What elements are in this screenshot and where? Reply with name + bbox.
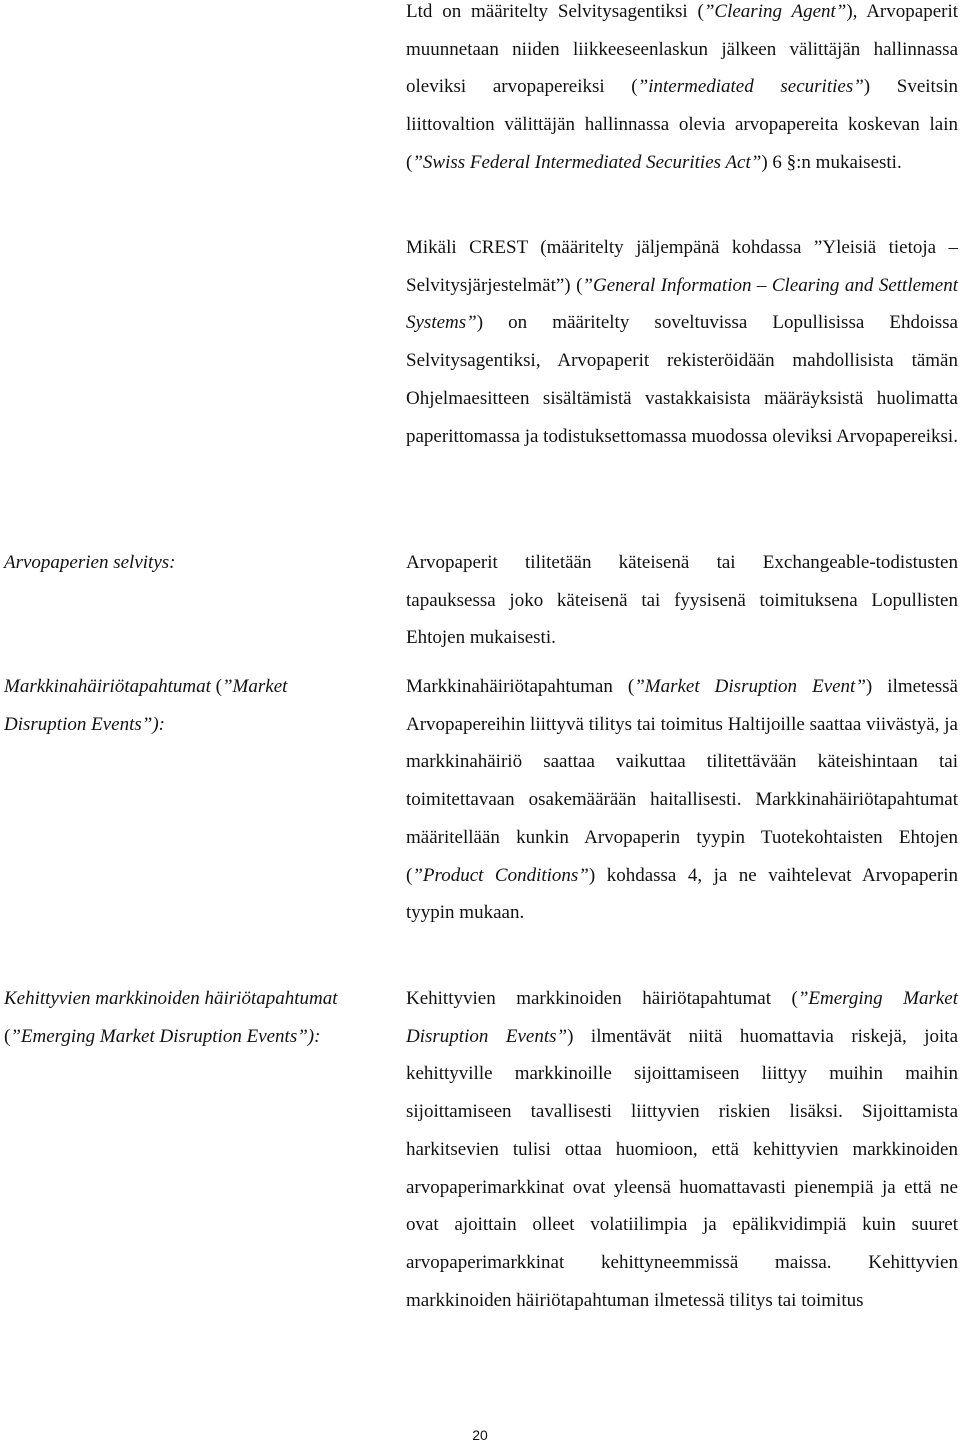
market-disruption-paragraph: Markkinahäiriötapahtuman (”Market Disruption Event”) ilmetessä Arvopapereihin liittyvä tilitys tai toimitus Haltijoille saattaa viivästyä, ja markkinahäiriö saattaa vaikuttaa tilitettävään käteishintaan tai toimitettavaan osakemäärään haitallisesti. Markkinahäiriötapahtumat määritellään kunkin Arvopaperin tyypin Tuotekohtaisten Ehtojen (”Product Conditions”) kohdassa 4, ja ne vaihtelevat Arvopaperin tyypin mukaan. (406, 676, 959, 924)
intro-paragraph-crest: Mikäli CREST (määritelty jäljempänä kohdassa ”Yleisiä tietoja – Selvitysjärjestelmät”) (”General Information – Clearing and Settlement Systems”) on määritelty soveltuvissa Lopullisissa Ehdoissa Selvitysagentiksi, Arvopaperit rekisteröidään mahdollisista tämän Ohjelmaesitteen sisältämistä vastakkaisista määräyksistä huolimatta paperittomassa ja todistuksettomassa muodossa oleviksi Arvopapereiksi. (406, 237, 958, 447)
emerging-market-paragraph: Kehittyvien markkinoiden häiriötapahtumat (”Emerging Market Disruption Events”) ilmentävät niitä huomattavia riskejä, joita kehittyville markkinoille sijoittamiseen liittyy muihin maihin sijoittamiseen tavallisesti liittyvien riskien lisäksi. Sijoittamista harkitsevien tulisi ottaa huomioon, että kehittyvien markkinoiden arvopaperimarkkinat ovat yleensä huomattavasti pienempiä ja että ne ovat ajoittain olleet volatiilimpia ja epälikvidimpiä kuin suuret arvopaperimarkkinat kehittyneemmissä maissa. Kehittyvien markkinoiden häiriötapahtuman ilmetessä tilitys tai toimitus (406, 988, 958, 1311)
settlement-paragraph: Arvopaperit tilitetään käteisenä tai Exchangeable-todistusten tapauksessa joko käteisenä tai fyysisenä toimituksena Lopullisten Ehtojen mukaisesti. (406, 552, 958, 649)
intro-paragraph-clearing-agent: Ltd on määritelty Selvitysagentiksi (”Clearing Agent”), Arvopaperit muunnetaan niiden liikkeeseenlaskun jälkeen välittäjän hallinnassa oleviksi arvopapereiksi (”intermediated securities”) Sveitsin liittovaltion välittäjän hallinnassa olevia arvopapereita koskevan lain (”Swiss Federal Intermediated Securities Act”) 6 §:n mukaisesti. (406, 1, 959, 173)
settlement-label: Arvopaperien selvitys: (4, 552, 176, 573)
page-number: 20 (472, 1427, 488, 1443)
market-disruption-label: Markkinahäiriötapahtumat (”Market Disruption Events”): (4, 676, 288, 735)
emerging-market-label: Kehittyvien markkinoiden häiriötapahtumat (”Emerging Market Disruption Events”): (4, 988, 338, 1047)
